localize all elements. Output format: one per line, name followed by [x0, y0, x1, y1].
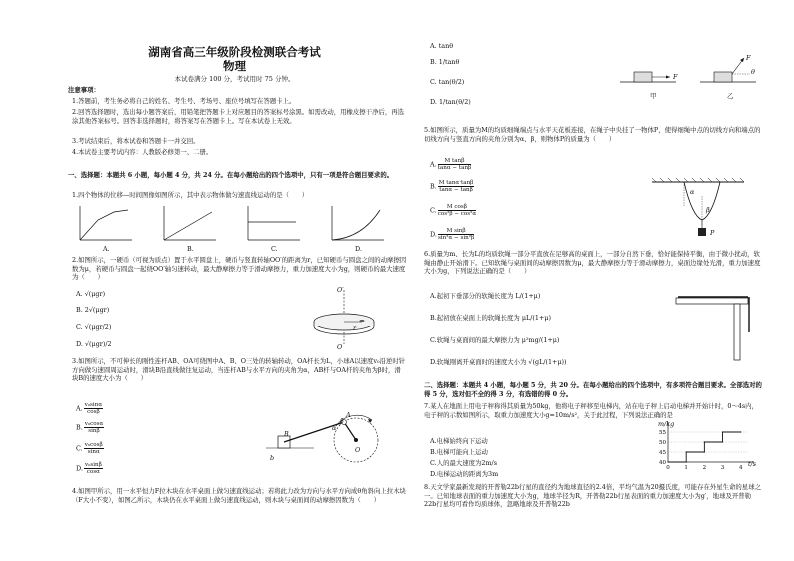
q1-graph-d [332, 206, 384, 240]
q6-table-figure [674, 292, 760, 362]
q4-fig-label-yi: 乙 [727, 92, 734, 100]
q6-opt-c[interactable]: C.软绳与桌面间的最大摩擦力为 μ²mg/(1+μ) [430, 336, 560, 344]
q6-stem: 6.质量为m、长为L的均质软绳一部分平直放在足够高的桌面上，一部分自然下垂，恰好能保持平衡，由于微小扰动，软绳由静止开始滑下。已知软绳与桌面间的动摩擦因数为μ，最大静摩擦力等于滑动摩擦力，桌面边缘处光滑，重力加速度大小为g，下列说法正确的是（ ） [424, 250, 761, 276]
q7-chart-ylabel: m/kg [658, 420, 675, 428]
section1-heading: 一、选择题：本题共 6 小题，每小题 4 分，共 24 分。在每小题给出的四个选项中，只有一项是符合题目要求的。 [68, 171, 394, 179]
q1-graph-b [164, 206, 216, 240]
data-point [722, 431, 723, 432]
y-tick-label: 45 [659, 450, 666, 456]
q4-fig-label-jia: 甲 [650, 92, 657, 100]
q5-opt-c-num: M cosβ [438, 204, 476, 211]
q4-opt-d-text: 1/tan(θ/2) [438, 98, 471, 106]
q5-opt-b[interactable]: B. [430, 182, 437, 191]
q2-opt-a-text: √(μgr) [84, 290, 106, 298]
q5-opt-d-num: M sinβ [438, 228, 474, 235]
q7-opt-b[interactable]: B.电梯可能向上运动 [430, 448, 488, 456]
q2-fig-label: O′ [337, 286, 344, 294]
q4-opt-d[interactable]: D. [430, 98, 437, 106]
q3-opt-c-num: v₀cosβ [84, 442, 103, 448]
q5-opt-d[interactable]: D. [430, 230, 437, 239]
q4-fig-label-f1: F [673, 73, 678, 81]
y-tick-label: 40 [659, 460, 666, 466]
q7-opt-a[interactable]: A.电梯始终向下运动 [430, 437, 488, 445]
q1-label-b: B. [187, 245, 194, 253]
q3-opt-b[interactable]: B. [76, 423, 83, 432]
q5-fig-label-p: P [710, 229, 715, 237]
q2-fig-label: O [337, 343, 343, 351]
q5-fig-label-alpha: α [690, 188, 695, 196]
q4-fig-label-f2: F [746, 54, 751, 62]
y-tick-label: 55 [659, 430, 666, 436]
x-tick-label: 4 [738, 465, 743, 471]
q5-opt-a-den: tanα − tanβ [437, 165, 472, 171]
data-point [704, 451, 705, 452]
x-tick-label: 2 [702, 465, 707, 471]
q4-fig-label-theta: θ [751, 68, 755, 76]
q8-stem: 8.天文学家最新发现的开普勒22b行星的直径约为地球直径的2.4倍，平均气温为20摄氏度，可能存在外星生命的星球之一。已知地球表面的重力加速度大小为g，地球半径为R，开普勒22b行星表面的重力加速度大小为g′，地球及开普勒22b行星均可看作均质球体，忽略地球及开普勒22b [424, 483, 761, 509]
q2-opt-d-text: √(μgr)/2 [84, 340, 112, 348]
q4-opt-b[interactable]: B. [430, 58, 437, 66]
q2-fig-label: r [353, 324, 357, 332]
q3-fig-label-alpha: α [332, 424, 337, 432]
q3-opt-d[interactable]: D. [76, 464, 83, 473]
x-tick-label: 1 [684, 465, 688, 471]
q4-opt-b-text: 1/tanθ [438, 58, 460, 66]
y-tick-label: 50 [659, 440, 666, 446]
q1-stem: 1.四个物体的位移—时间图像如图所示，其中表示物体做匀速直线运动的是（ ） [72, 191, 309, 199]
section2-heading: 二、选择题：本题共 4 小题，每小题 5 分，共 20 分。在每小题给出的四个选项中，有多项符合题目要求。全部选对的得 5 分，选对但不全的得 3 分，有选错的得 0 分。 [424, 381, 762, 398]
q4-figures [620, 54, 760, 100]
q4-stem: 4.如图甲所示，用一水平恒力F拉木块在水平桌面上做匀速直线运动；若将此力改为方向与水平方向成θ角斜向上拉木块（F大小不变），如图乙所示，木块仍在水平桌面上做匀速直线运动，则木块与桌面间的动摩擦因数为（ ） [72, 487, 406, 504]
q5-opt-b-den: tanα − tanβ [439, 187, 473, 193]
q7-opt-d[interactable]: D.电梯运动的距离为3m [430, 470, 499, 478]
note-item: 3.考试结束后，将本试卷和答题卡一并交回。 [72, 137, 200, 145]
q4-opt-a-text: tanθ [438, 42, 454, 50]
q1-label-a: A. [103, 245, 110, 253]
q3-opt-c[interactable]: C. [76, 444, 83, 453]
q3-opt-c-den: sinα [87, 449, 100, 455]
q3-opt-b-num: v₀cosα [84, 421, 104, 427]
q1-label-d: D. [355, 245, 362, 253]
q3-opt-a-num: v₀sinα [84, 402, 103, 408]
q5-opt-a-num: M tanβ [438, 158, 472, 165]
q7-stem: 7.某人在地面上用电子秤称得其质量为50kg，他将电子秤移至电梯内，站在电子秤上启动电梯并开始计时，0～4s内，电子秤的示数如图所示，取重力加速度大小g=10m/s²，关于此过程，下列说法正确的是 [424, 402, 758, 419]
notes-heading: 注意事项： [68, 86, 100, 94]
data-point [686, 451, 687, 452]
q6-opt-b[interactable]: B.起初放在桌面上的软绳长度为 μL/(1+μ) [430, 314, 551, 322]
x-tick-label: 3 [720, 465, 725, 471]
q7-opt-c[interactable]: C.人的最大速度为2m/s [430, 459, 497, 467]
note-item: 4.本试卷主要考试内容：人教版必修第一、二册。 [72, 148, 213, 156]
q5-opt-b-num: M tanα·tanβ [438, 180, 474, 186]
q4-opt-a[interactable]: A. [430, 42, 437, 50]
q3-fig-label-o: O [355, 446, 361, 454]
q3-fig-label-a: A [346, 411, 351, 419]
q3-opt-a-den: cosβ [87, 409, 100, 415]
q5-opt-a[interactable]: A. [430, 160, 437, 169]
q3-fig-label-beta: β [340, 417, 344, 425]
q2-opt-d[interactable]: D. [76, 340, 83, 348]
q2-opt-b[interactable]: B. [76, 306, 83, 314]
q3-opt-d-num: v₀sinβ [84, 462, 102, 468]
q3-opt-b-den: sinβ [88, 428, 100, 434]
q2-disk-figure [310, 288, 390, 348]
q5-rope-figure [650, 176, 746, 242]
q1-graph-c [248, 206, 300, 240]
q4-opt-c-text: tan(θ/2) [438, 78, 465, 86]
q3-opt-d-den: cosα [86, 469, 100, 475]
q2-stem: 2.如图所示，一硬币（可视为质点）置于水平圆盘上，硬币与竖直转轴OO′的距离为r，已知硬币与圆盘之间的动摩擦因数为μ，若硬币与圆盘一起绕OO′轴匀速转动，最大静摩擦力等于滑动摩擦力，重力加速度大小为g，则硬币的最大速度为（ ） [72, 256, 407, 282]
q2-opt-c[interactable]: C. [76, 323, 83, 331]
exam-title: 湖南省高三年级阶段检测联合考试 [148, 45, 321, 59]
exam-subject: 物理 [223, 59, 246, 73]
q1-label-c: C. [271, 245, 278, 253]
data-point [722, 441, 723, 442]
data-point [740, 431, 741, 432]
note-item: 2.回答选择题时，选出每小题答案后，用铅笔把答题卡上对应题目的答案标号涂黑。如需改动，用橡皮擦干净后，再选涂其他答案标号。回答非选择题时，将答案写在答题卡上。写在本试卷上无效。 [72, 108, 405, 125]
data-point [704, 441, 705, 442]
q5-fig-label-beta: β [706, 206, 710, 214]
q6-opt-d[interactable]: D.软绳刚离开桌面时的速度大小为 √(gL/(1+μ)) [430, 358, 567, 366]
q5-stem: 5.如图所示，质量为M的均质细绳端点与水平天花板连接，在绳子中央挂了一物体P，使得细绳中点的切线方向和端点的切线方向与竖直方向的夹角分别为α、β，则物体P的质量为（ ） [424, 126, 761, 143]
exam-subtitle: 本试卷满分 100 分，考试用时 75 分钟。 [174, 75, 295, 83]
q4-opt-c[interactable]: C. [430, 78, 437, 86]
data-point [667, 461, 668, 462]
q7-chart-xlabel: t/s [748, 460, 757, 468]
q3-fig-label-b-lower: b [270, 454, 275, 462]
data-point [686, 461, 687, 462]
q1-graph-a [80, 206, 132, 240]
series-line [668, 432, 741, 462]
q5-opt-c-den: cos²β − cos²α [437, 211, 477, 217]
q3-fig-label-b: B [284, 430, 289, 438]
x-tick-label: 0 [666, 465, 670, 471]
note-item: 1.答题前，考生务必将自己的姓名、考生号、考场号、座位号填写在答题卡上。 [72, 97, 296, 105]
q2-opt-b-text: 2√(μgr) [84, 306, 110, 314]
q3-stem: 3.如图所示，不可伸长的刚性连杆AB、OA可绕图中A、B、O三处的转轴转动，OA杆长为L，小球A以速度v₀沿逆时针方向做匀速圆周运动时，滑块B沿直线做往复运动，当连杆AB与水平方向的夹角为α，AB杆与OA杆的夹角为β时，滑块B的速度大小为（ ） [72, 357, 406, 383]
q5-opt-d-den: sin²α − sin²β [437, 235, 475, 241]
q2-opt-c-text: √(μgr/2) [84, 323, 112, 331]
q6-opt-a[interactable]: A.起初下垂部分的软绳长度为 L/(1+μ) [430, 292, 541, 300]
q5-opt-c[interactable]: C. [430, 206, 437, 215]
q2-opt-a[interactable]: A. [76, 290, 83, 298]
q3-opt-a[interactable]: A. [76, 404, 83, 413]
